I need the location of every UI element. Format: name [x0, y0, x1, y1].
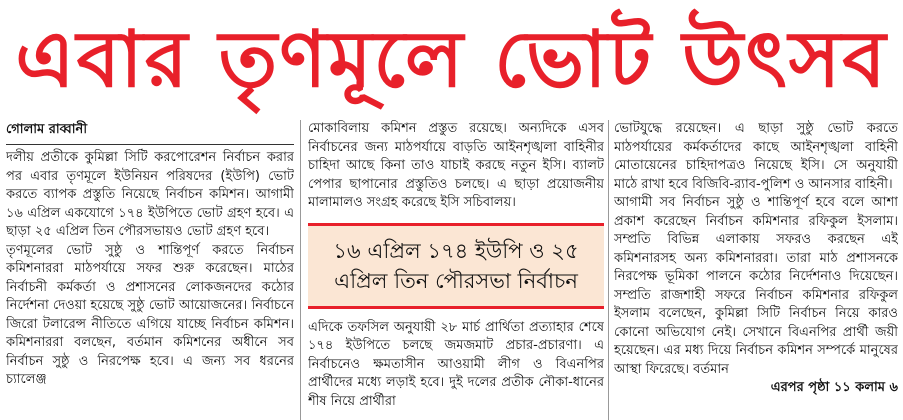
paragraph: তৃণমূলের ভোট সুষ্ঠু ও শান্তিপূর্ণ করতে নির্বাচন কমিশনাররা মাঠপর্যায়ে সফর শুরু করেছেন। মাঠের নির্বাচনী কর্মকর্তা ও প্রশাসনের লোকজনদের কঠোর নির্দেশনা দেওয়া হয়েছে সুষ্ঠু ভোট আয়োজনের। নির্বাচনে জিরো টলারেন্স নীতিতে এগিয়ে যাচ্ছে নির্বাচন কমিশন। কমিশনাররা বলছেন, বর্তমান কমিশনের অধীনে সব নির্বাচন সুষ্ঠু ও নিরপেক্ষ হবে। এ জন্য সব ধরনের চ্যালেঞ্জ [6, 242, 294, 387]
column-divider [608, 120, 609, 420]
byline-divider [6, 144, 294, 145]
paragraph: ভোটযুদ্ধে রয়েছেন। এ ছাড়া সুষ্ঠু ভোট করতে মাঠপর্যায়ের কর্মকর্তাদের কাছে আইনশৃঙ্খলা বাহিনী মোতায়েনের চাহিদাপত্রও নিয়েছে ইসি। সে অনুযায়ী মাঠে রাখা হবে বিজিবি-র‍্যাব-পুলিশ ও আনসার বাহিনী। [614, 121, 898, 192]
byline: গোলাম রাব্বানী [6, 122, 88, 137]
paragraph: মোকাবিলায় কমিশন প্রস্তুত রয়েছে। অন্যদিকে এসব নির্বাচনের জন্য মাঠপর্যায়ে বাড়তি আইনশৃঙ্খলা বাহিনীর চাহিদা আছে কিনা তাও যাচাই করছে নতুন ইসি। ব্যালট পেপার ছাপানোর প্রস্তুতিও চলছে। এ ছাড়া প্রয়োজনীয় মালামালও সংগ্রহ করেছে ইসি সচিবালয়। [308, 121, 604, 210]
paragraph: আগামী সব নির্বাচন সুষ্ঠু ও শান্তিপূর্ণ হবে বলে আশা প্রকাশ করেছেন নির্বাচন কমিশনার রফিকুল ইসলাম। সম্প্রতি বিভিন্ন এলাকায় সফরও করছেন এই কমিশনারসহ অন্য কমিশনাররা। তারা মাঠ প্রশাসনকে নিরপেক্ষ ভূমিকা পালনে কঠোর নির্দেশনাও দিয়েছেন। সম্প্রতি রাজশাহী সফরে নির্বাচন কমিশনার রফিকুল ইসলাম বলেছেন, কুমিল্লা সিটি নির্বাচন নিয়ে কারও কোনো অভিযোগ নেই। সেখানে বিএনপির প্রার্থী জয়ী হয়েছেন। এর মধ্য দিয়ে নির্বাচন কমিশন সম্পর্কে মানুষের আস্থা ফিরেছে। বর্তমান [614, 195, 898, 377]
pull-quote-text: ১৬ এপ্রিল ১৭৪ ইউপি ও ২৫ এপ্রিল তিন পৌরসভা নির্বাচন [333, 238, 579, 293]
headline: এবার তৃণমূলে ভোট উৎসব [15, 15, 888, 105]
continued-on-page[interactable]: এরপর পৃষ্ঠা ১১ কলাম ৬ [770, 380, 898, 395]
article-column-3 [614, 120, 898, 420]
pull-quote [308, 223, 604, 309]
paragraph: এদিকে তফসিল অনুযায়ী ২৮ মার্চ প্রার্থিতা প্রত্যাহার শেষে ১৭৪ ইউপিতে চলছে জমজমাট প্রচার-প্রচারণা। এ নির্বাচনেও ক্ষমতাসীন আওয়ামী লীগ ও বিএনপির প্রার্থীদের মধ্যে লড়াই হবে। দুই দলের প্রতীক নৌকা-ধানের শীষ নিয়ে প্রার্থীরা [308, 319, 604, 409]
article-column-1 [6, 120, 294, 420]
article-column-2 [308, 120, 604, 420]
paragraph: দলীয় প্রতীকে কুমিল্লা সিটি করপোরেশন নির্বাচন করার পর এবার তৃণমূলে ইউনিয়ন পরিষদের (ইউপি) ভোট করতে ব্যাপক প্রস্তুতি নিয়েছে নির্বাচন কমিশন। আগামী ১৬ এপ্রিল একযোগে ১৭৪ ইউপিতে ভোট গ্রহণ হবে। এ ছাড়া ২৫ এপ্রিল তিন পৌরসভায়ও ভোট গ্রহণ হবে। [6, 150, 294, 239]
column-divider [300, 120, 301, 420]
